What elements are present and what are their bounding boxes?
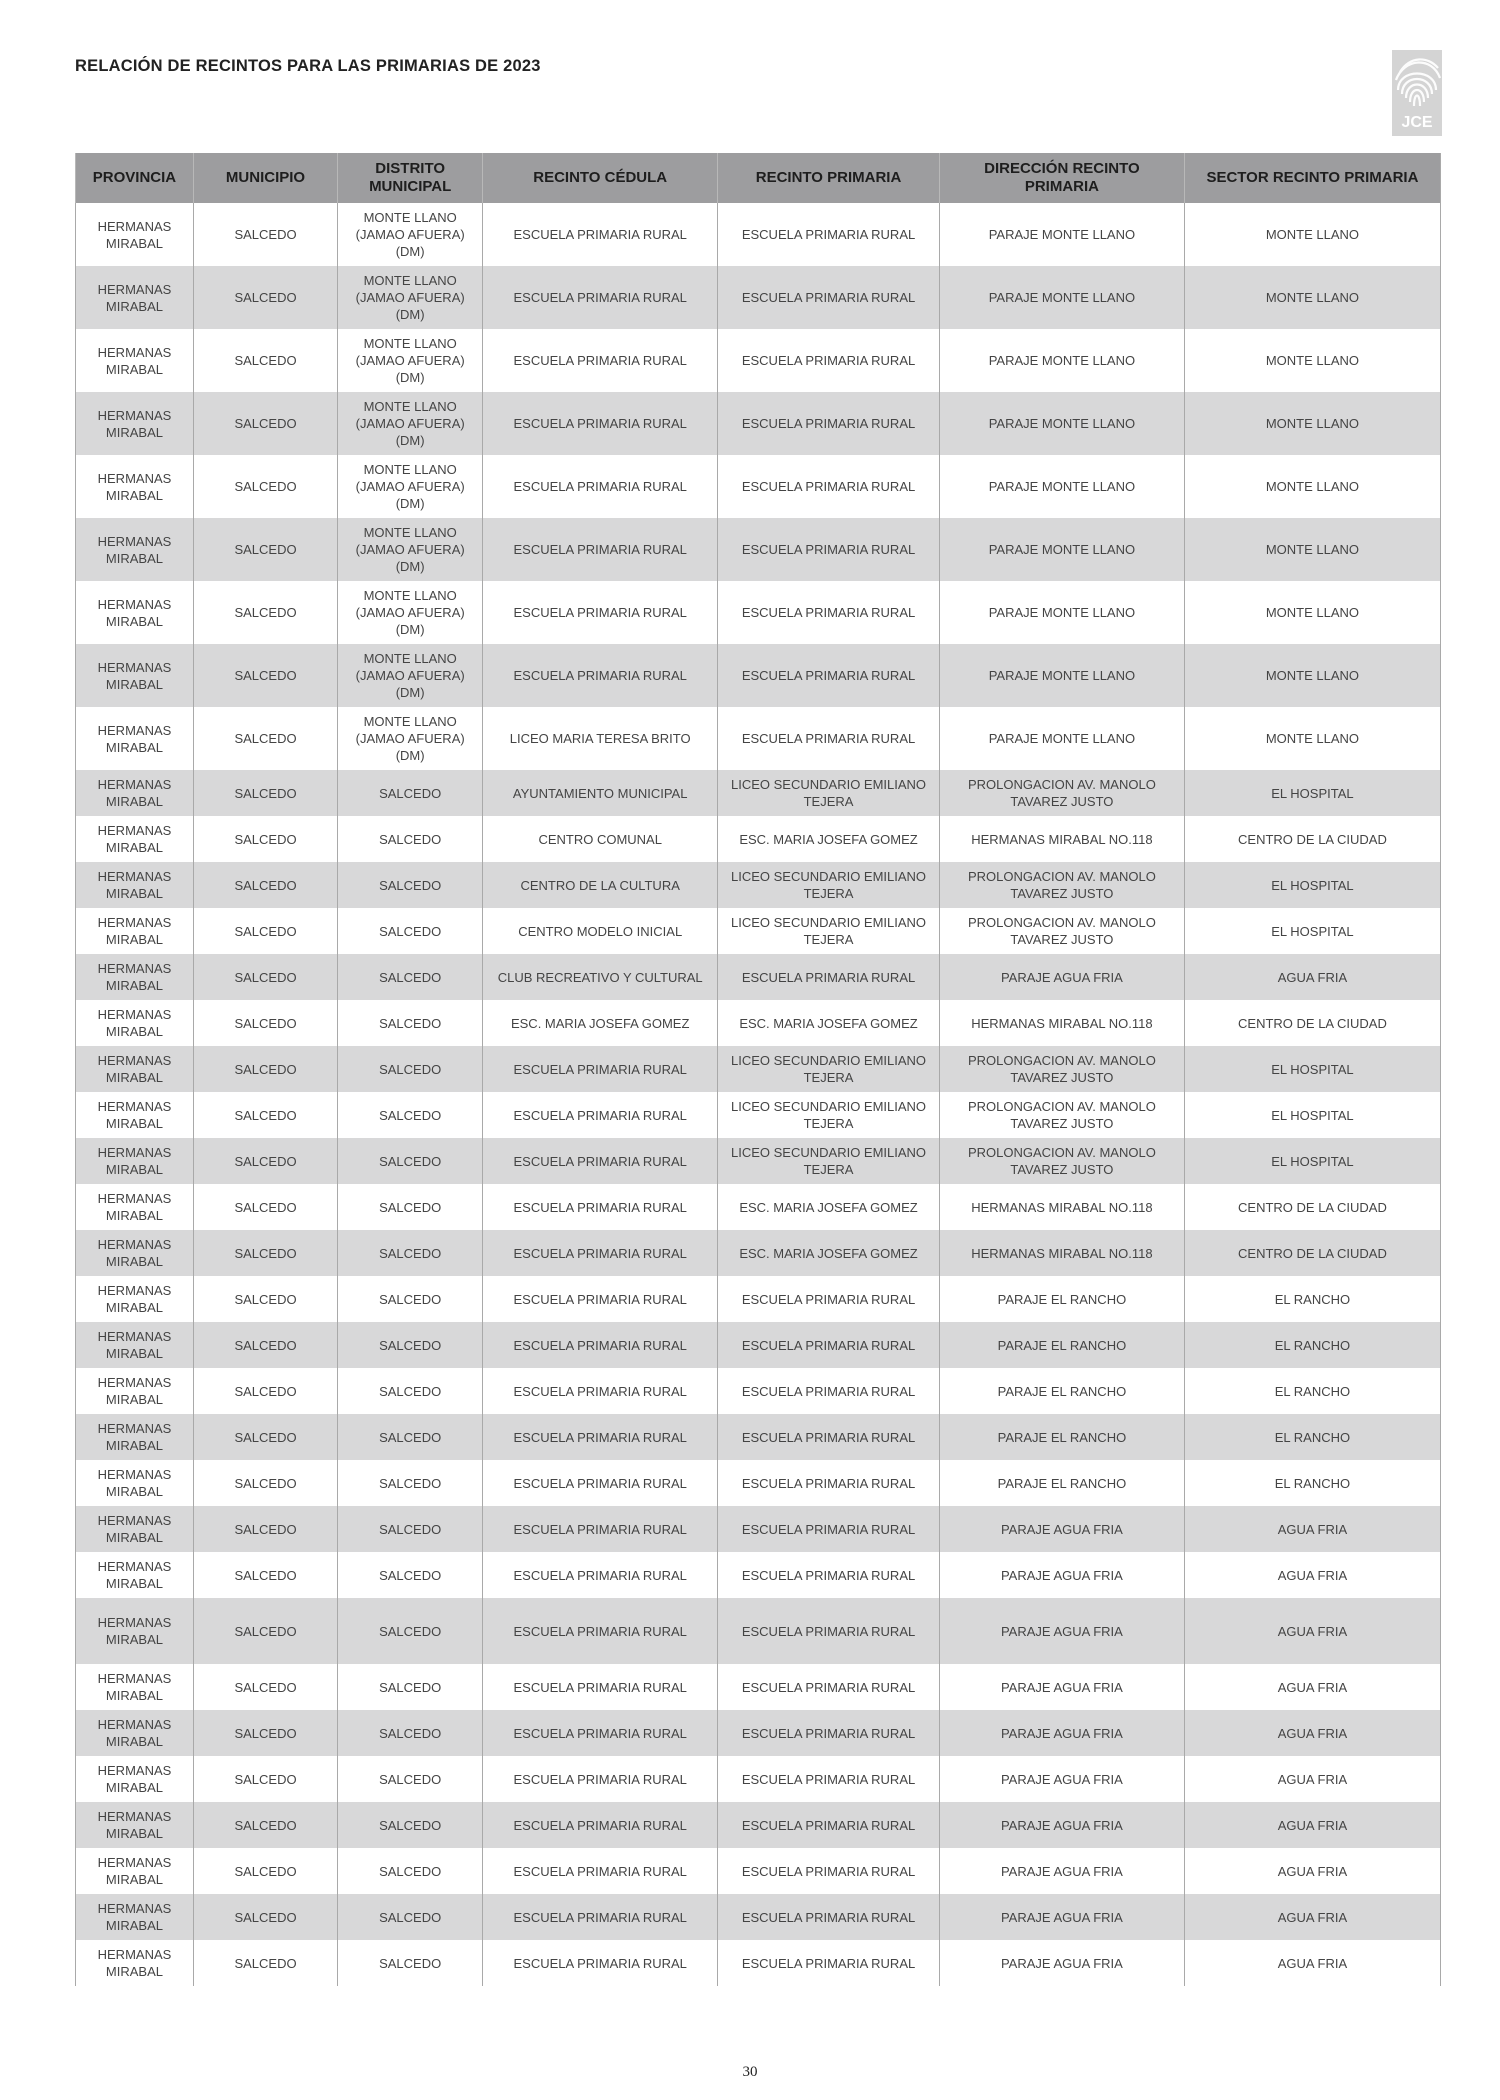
cell-municipio: SALCEDO	[193, 770, 337, 816]
cell-provincia: HERMANAS MIRABAL	[76, 1368, 194, 1414]
cell-provincia: HERMANAS MIRABAL	[76, 203, 194, 266]
cell-sector: EL HOSPITAL	[1184, 1046, 1440, 1092]
cell-provincia: HERMANAS MIRABAL	[76, 1138, 194, 1184]
cell-distrito-municipal: SALCEDO	[338, 1184, 483, 1230]
table-row	[76, 329, 1441, 392]
cell-direccion: PARAJE AGUA FRIA	[939, 1710, 1184, 1756]
table-row	[76, 1460, 1441, 1506]
cell-recinto-primaria: ESCUELA PRIMARIA RURAL	[718, 1802, 940, 1848]
cell-recinto-cedula: ESCUELA PRIMARIA RURAL	[483, 203, 718, 266]
table-row	[76, 266, 1441, 329]
cell-recinto-cedula: ESCUELA PRIMARIA RURAL	[483, 1046, 718, 1092]
cell-provincia: HERMANAS MIRABAL	[76, 1276, 194, 1322]
cell-recinto-primaria: ESC. MARIA JOSEFA GOMEZ	[718, 1184, 940, 1230]
cell-distrito-municipal: SALCEDO	[338, 1414, 483, 1460]
cell-recinto-primaria: ESCUELA PRIMARIA RURAL	[718, 581, 940, 644]
cell-distrito-municipal: MONTE LLANO (JAMAO AFUERA) (DM)	[338, 203, 483, 266]
table-row	[76, 1848, 1441, 1894]
table-row	[76, 908, 1441, 954]
page-number: 30	[742, 2064, 758, 2080]
cell-recinto-cedula: ESCUELA PRIMARIA RURAL	[483, 1598, 718, 1664]
cell-distrito-municipal: MONTE LLANO (JAMAO AFUERA) (DM)	[338, 392, 483, 455]
cell-sector: AGUA FRIA	[1184, 1756, 1440, 1802]
cell-municipio: SALCEDO	[193, 1460, 337, 1506]
cell-municipio: SALCEDO	[193, 1894, 337, 1940]
cell-provincia: HERMANAS MIRABAL	[76, 518, 194, 581]
cell-sector: MONTE LLANO	[1184, 203, 1440, 266]
table-row	[76, 1598, 1441, 1664]
cell-municipio: SALCEDO	[193, 1000, 337, 1046]
cell-recinto-primaria: ESCUELA PRIMARIA RURAL	[718, 644, 940, 707]
cell-sector: CENTRO DE LA CIUDAD	[1184, 816, 1440, 862]
cell-recinto-cedula: ESCUELA PRIMARIA RURAL	[483, 1414, 718, 1460]
cell-recinto-primaria: ESCUELA PRIMARIA RURAL	[718, 203, 940, 266]
cell-sector: EL RANCHO	[1184, 1414, 1440, 1460]
cell-recinto-cedula: AYUNTAMIENTO MUNICIPAL	[483, 770, 718, 816]
cell-distrito-municipal: SALCEDO	[338, 816, 483, 862]
table-row	[76, 1322, 1441, 1368]
cell-direccion: PROLONGACION AV. MANOLO TAVAREZ JUSTO	[939, 1138, 1184, 1184]
table-row	[76, 1138, 1441, 1184]
cell-direccion: PARAJE MONTE LLANO	[939, 203, 1184, 266]
cell-sector: MONTE LLANO	[1184, 518, 1440, 581]
cell-recinto-cedula: ESCUELA PRIMARIA RURAL	[483, 1230, 718, 1276]
cell-recinto-primaria: ESCUELA PRIMARIA RURAL	[718, 1276, 940, 1322]
cell-recinto-primaria: ESCUELA PRIMARIA RURAL	[718, 329, 940, 392]
cell-recinto-primaria: ESCUELA PRIMARIA RURAL	[718, 1710, 940, 1756]
cell-distrito-municipal: SALCEDO	[338, 908, 483, 954]
cell-recinto-cedula: CENTRO COMUNAL	[483, 816, 718, 862]
header-recinto-primaria: RECINTO PRIMARIA	[718, 153, 940, 203]
cell-municipio: SALCEDO	[193, 518, 337, 581]
table-row	[76, 954, 1441, 1000]
table-row	[76, 203, 1441, 266]
cell-recinto-primaria: LICEO SECUNDARIO EMILIANO TEJERA	[718, 770, 940, 816]
cell-direccion: PARAJE EL RANCHO	[939, 1276, 1184, 1322]
cell-direccion: PARAJE AGUA FRIA	[939, 1598, 1184, 1664]
table-row	[76, 518, 1441, 581]
header-recinto-cedula: RECINTO CÉDULA	[483, 153, 718, 203]
cell-recinto-primaria: LICEO SECUNDARIO EMILIANO TEJERA	[718, 1092, 940, 1138]
cell-recinto-cedula: LICEO MARIA TERESA BRITO	[483, 707, 718, 770]
cell-sector: MONTE LLANO	[1184, 329, 1440, 392]
table-row	[76, 1756, 1441, 1802]
table-row	[76, 1184, 1441, 1230]
cell-municipio: SALCEDO	[193, 1848, 337, 1894]
cell-recinto-cedula: CLUB RECREATIVO Y CULTURAL	[483, 954, 718, 1000]
cell-direccion: PROLONGACION AV. MANOLO TAVAREZ JUSTO	[939, 1046, 1184, 1092]
cell-distrito-municipal: MONTE LLANO (JAMAO AFUERA) (DM)	[338, 266, 483, 329]
cell-distrito-municipal: SALCEDO	[338, 1506, 483, 1552]
cell-distrito-municipal: MONTE LLANO (JAMAO AFUERA) (DM)	[338, 707, 483, 770]
cell-direccion: PARAJE EL RANCHO	[939, 1368, 1184, 1414]
cell-recinto-cedula: ESCUELA PRIMARIA RURAL	[483, 1138, 718, 1184]
cell-sector: EL RANCHO	[1184, 1322, 1440, 1368]
table-row	[76, 1414, 1441, 1460]
cell-distrito-municipal: SALCEDO	[338, 1368, 483, 1414]
table-row	[76, 1092, 1441, 1138]
cell-recinto-primaria: ESCUELA PRIMARIA RURAL	[718, 266, 940, 329]
cell-distrito-municipal: SALCEDO	[338, 770, 483, 816]
cell-recinto-cedula: ESCUELA PRIMARIA RURAL	[483, 518, 718, 581]
cell-recinto-primaria: ESCUELA PRIMARIA RURAL	[718, 1322, 940, 1368]
cell-sector: EL HOSPITAL	[1184, 862, 1440, 908]
cell-sector: CENTRO DE LA CIUDAD	[1184, 1184, 1440, 1230]
cell-sector: EL HOSPITAL	[1184, 1138, 1440, 1184]
cell-direccion: PARAJE AGUA FRIA	[939, 1802, 1184, 1848]
table-row	[76, 816, 1441, 862]
cell-direccion: PARAJE MONTE LLANO	[939, 581, 1184, 644]
header-provincia: PROVINCIA	[76, 153, 194, 203]
cell-provincia: HERMANAS MIRABAL	[76, 908, 194, 954]
logo-text: JCE	[1401, 114, 1433, 131]
cell-distrito-municipal: SALCEDO	[338, 1460, 483, 1506]
cell-municipio: SALCEDO	[193, 1322, 337, 1368]
cell-sector: AGUA FRIA	[1184, 1802, 1440, 1848]
cell-recinto-primaria: LICEO SECUNDARIO EMILIANO TEJERA	[718, 1138, 940, 1184]
cell-recinto-cedula: ESCUELA PRIMARIA RURAL	[483, 1756, 718, 1802]
cell-provincia: HERMANAS MIRABAL	[76, 816, 194, 862]
cell-provincia: HERMANAS MIRABAL	[76, 1184, 194, 1230]
cell-recinto-cedula: ESCUELA PRIMARIA RURAL	[483, 1552, 718, 1598]
cell-direccion: PARAJE MONTE LLANO	[939, 707, 1184, 770]
cell-distrito-municipal: SALCEDO	[338, 1276, 483, 1322]
cell-provincia: HERMANAS MIRABAL	[76, 1322, 194, 1368]
cell-provincia: HERMANAS MIRABAL	[76, 644, 194, 707]
header-sector-recinto-primaria: SECTOR RECINTO PRIMARIA	[1184, 153, 1440, 203]
cell-provincia: HERMANAS MIRABAL	[76, 770, 194, 816]
table-header-row	[76, 153, 1441, 203]
table-row	[76, 1230, 1441, 1276]
cell-distrito-municipal: SALCEDO	[338, 1092, 483, 1138]
cell-distrito-municipal: SALCEDO	[338, 1664, 483, 1710]
table-row	[76, 1046, 1441, 1092]
cell-provincia: HERMANAS MIRABAL	[76, 1460, 194, 1506]
cell-distrito-municipal: SALCEDO	[338, 1894, 483, 1940]
cell-municipio: SALCEDO	[193, 908, 337, 954]
table-row	[76, 1710, 1441, 1756]
cell-municipio: SALCEDO	[193, 1756, 337, 1802]
cell-provincia: HERMANAS MIRABAL	[76, 1894, 194, 1940]
cell-recinto-cedula: ESCUELA PRIMARIA RURAL	[483, 1368, 718, 1414]
cell-direccion: PROLONGACION AV. MANOLO TAVAREZ JUSTO	[939, 908, 1184, 954]
cell-provincia: HERMANAS MIRABAL	[76, 1000, 194, 1046]
cell-recinto-primaria: ESCUELA PRIMARIA RURAL	[718, 392, 940, 455]
table-row	[76, 1802, 1441, 1848]
cell-municipio: SALCEDO	[193, 862, 337, 908]
cell-recinto-cedula: ESCUELA PRIMARIA RURAL	[483, 1848, 718, 1894]
cell-direccion: PARAJE EL RANCHO	[939, 1322, 1184, 1368]
cell-distrito-municipal: SALCEDO	[338, 1802, 483, 1848]
cell-municipio: SALCEDO	[193, 392, 337, 455]
cell-sector: EL RANCHO	[1184, 1368, 1440, 1414]
cell-sector: MONTE LLANO	[1184, 392, 1440, 455]
cell-sector: AGUA FRIA	[1184, 1710, 1440, 1756]
cell-recinto-cedula: CENTRO MODELO INICIAL	[483, 908, 718, 954]
table-row	[76, 581, 1441, 644]
cell-provincia: HERMANAS MIRABAL	[76, 1230, 194, 1276]
cell-provincia: HERMANAS MIRABAL	[76, 1046, 194, 1092]
cell-recinto-primaria: ESC. MARIA JOSEFA GOMEZ	[718, 1000, 940, 1046]
cell-distrito-municipal: MONTE LLANO (JAMAO AFUERA) (DM)	[338, 518, 483, 581]
cell-recinto-cedula: ESCUELA PRIMARIA RURAL	[483, 1506, 718, 1552]
cell-recinto-primaria: ESCUELA PRIMARIA RURAL	[718, 1664, 940, 1710]
cell-municipio: SALCEDO	[193, 707, 337, 770]
cell-direccion: HERMANAS MIRABAL NO.118	[939, 1184, 1184, 1230]
cell-municipio: SALCEDO	[193, 1552, 337, 1598]
cell-provincia: HERMANAS MIRABAL	[76, 455, 194, 518]
jce-logo	[1392, 50, 1442, 136]
cell-recinto-primaria: ESCUELA PRIMARIA RURAL	[718, 1460, 940, 1506]
cell-recinto-primaria: ESCUELA PRIMARIA RURAL	[718, 1414, 940, 1460]
cell-recinto-cedula: ESC. MARIA JOSEFA GOMEZ	[483, 1000, 718, 1046]
cell-sector: MONTE LLANO	[1184, 707, 1440, 770]
cell-recinto-cedula: ESCUELA PRIMARIA RURAL	[483, 1894, 718, 1940]
cell-municipio: SALCEDO	[193, 1710, 337, 1756]
cell-recinto-primaria: ESCUELA PRIMARIA RURAL	[718, 707, 940, 770]
cell-recinto-primaria: ESCUELA PRIMARIA RURAL	[718, 1894, 940, 1940]
cell-direccion: PARAJE MONTE LLANO	[939, 392, 1184, 455]
cell-municipio: SALCEDO	[193, 266, 337, 329]
cell-direccion: HERMANAS MIRABAL NO.118	[939, 1230, 1184, 1276]
cell-recinto-cedula: ESCUELA PRIMARIA RURAL	[483, 644, 718, 707]
table-row	[76, 1894, 1441, 1940]
cell-direccion: PARAJE AGUA FRIA	[939, 1664, 1184, 1710]
cell-recinto-cedula: ESCUELA PRIMARIA RURAL	[483, 392, 718, 455]
cell-direccion: PARAJE AGUA FRIA	[939, 954, 1184, 1000]
cell-direccion: PROLONGACION AV. MANOLO TAVAREZ JUSTO	[939, 770, 1184, 816]
recintos-table	[75, 153, 1441, 1986]
cell-municipio: SALCEDO	[193, 1138, 337, 1184]
cell-sector: AGUA FRIA	[1184, 1848, 1440, 1894]
cell-provincia: HERMANAS MIRABAL	[76, 954, 194, 1000]
table-row	[76, 770, 1441, 816]
table-row	[76, 1276, 1441, 1322]
cell-provincia: HERMANAS MIRABAL	[76, 1552, 194, 1598]
cell-sector: CENTRO DE LA CIUDAD	[1184, 1230, 1440, 1276]
cell-recinto-primaria: ESCUELA PRIMARIA RURAL	[718, 1552, 940, 1598]
cell-recinto-primaria: ESCUELA PRIMARIA RURAL	[718, 1848, 940, 1894]
cell-distrito-municipal: SALCEDO	[338, 1138, 483, 1184]
cell-recinto-cedula: ESCUELA PRIMARIA RURAL	[483, 1802, 718, 1848]
cell-recinto-primaria: LICEO SECUNDARIO EMILIANO TEJERA	[718, 862, 940, 908]
cell-direccion: HERMANAS MIRABAL NO.118	[939, 816, 1184, 862]
cell-municipio: SALCEDO	[193, 1368, 337, 1414]
table-row	[76, 1664, 1441, 1710]
cell-direccion: PARAJE EL RANCHO	[939, 1414, 1184, 1460]
cell-recinto-primaria: ESC. MARIA JOSEFA GOMEZ	[718, 816, 940, 862]
cell-provincia: HERMANAS MIRABAL	[76, 1092, 194, 1138]
cell-municipio: SALCEDO	[193, 581, 337, 644]
cell-municipio: SALCEDO	[193, 1598, 337, 1664]
cell-provincia: HERMANAS MIRABAL	[76, 1598, 194, 1664]
header-distrito-municipal: DISTRITO MUNICIPAL	[338, 153, 483, 203]
cell-municipio: SALCEDO	[193, 1276, 337, 1322]
header-municipio: MUNICIPIO	[193, 153, 337, 203]
cell-direccion: PARAJE AGUA FRIA	[939, 1894, 1184, 1940]
cell-direccion: HERMANAS MIRABAL NO.118	[939, 1000, 1184, 1046]
cell-provincia: HERMANAS MIRABAL	[76, 1940, 194, 1986]
table-row	[76, 1552, 1441, 1598]
cell-direccion: PROLONGACION AV. MANOLO TAVAREZ JUSTO	[939, 1092, 1184, 1138]
cell-recinto-cedula: ESCUELA PRIMARIA RURAL	[483, 1940, 718, 1986]
cell-distrito-municipal: MONTE LLANO (JAMAO AFUERA) (DM)	[338, 581, 483, 644]
cell-municipio: SALCEDO	[193, 1230, 337, 1276]
cell-direccion: PARAJE MONTE LLANO	[939, 329, 1184, 392]
cell-sector: MONTE LLANO	[1184, 644, 1440, 707]
cell-distrito-municipal: MONTE LLANO (JAMAO AFUERA) (DM)	[338, 644, 483, 707]
cell-sector: AGUA FRIA	[1184, 1940, 1440, 1986]
cell-sector: EL HOSPITAL	[1184, 770, 1440, 816]
cell-recinto-primaria: ESC. MARIA JOSEFA GOMEZ	[718, 1230, 940, 1276]
header-direccion-recinto-primaria: DIRECCIÓN RECINTO PRIMARIA	[939, 153, 1184, 203]
cell-provincia: HERMANAS MIRABAL	[76, 266, 194, 329]
cell-recinto-cedula: ESCUELA PRIMARIA RURAL	[483, 1184, 718, 1230]
cell-recinto-primaria: ESCUELA PRIMARIA RURAL	[718, 1598, 940, 1664]
cell-municipio: SALCEDO	[193, 1940, 337, 1986]
cell-distrito-municipal: SALCEDO	[338, 1322, 483, 1368]
cell-municipio: SALCEDO	[193, 644, 337, 707]
cell-provincia: HERMANAS MIRABAL	[76, 1848, 194, 1894]
cell-sector: EL RANCHO	[1184, 1276, 1440, 1322]
cell-provincia: HERMANAS MIRABAL	[76, 1664, 194, 1710]
cell-provincia: HERMANAS MIRABAL	[76, 1710, 194, 1756]
cell-municipio: SALCEDO	[193, 203, 337, 266]
table-row	[76, 644, 1441, 707]
cell-municipio: SALCEDO	[193, 1802, 337, 1848]
cell-recinto-primaria: ESCUELA PRIMARIA RURAL	[718, 1506, 940, 1552]
cell-recinto-cedula: ESCUELA PRIMARIA RURAL	[483, 1664, 718, 1710]
cell-recinto-cedula: CENTRO DE LA CULTURA	[483, 862, 718, 908]
cell-direccion: PARAJE AGUA FRIA	[939, 1506, 1184, 1552]
cell-recinto-primaria: ESCUELA PRIMARIA RURAL	[718, 1940, 940, 1986]
cell-recinto-cedula: ESCUELA PRIMARIA RURAL	[483, 455, 718, 518]
cell-provincia: HERMANAS MIRABAL	[76, 1756, 194, 1802]
cell-direccion: PARAJE AGUA FRIA	[939, 1940, 1184, 1986]
cell-municipio: SALCEDO	[193, 1506, 337, 1552]
cell-municipio: SALCEDO	[193, 455, 337, 518]
cell-recinto-cedula: ESCUELA PRIMARIA RURAL	[483, 1710, 718, 1756]
cell-sector: EL HOSPITAL	[1184, 1092, 1440, 1138]
cell-sector: CENTRO DE LA CIUDAD	[1184, 1000, 1440, 1046]
cell-sector: AGUA FRIA	[1184, 954, 1440, 1000]
cell-recinto-cedula: ESCUELA PRIMARIA RURAL	[483, 1276, 718, 1322]
cell-distrito-municipal: SALCEDO	[338, 1046, 483, 1092]
cell-distrito-municipal: MONTE LLANO (JAMAO AFUERA) (DM)	[338, 455, 483, 518]
table-row	[76, 1000, 1441, 1046]
cell-municipio: SALCEDO	[193, 816, 337, 862]
table-row	[76, 1940, 1441, 1986]
cell-municipio: SALCEDO	[193, 1046, 337, 1092]
cell-recinto-cedula: ESCUELA PRIMARIA RURAL	[483, 329, 718, 392]
cell-municipio: SALCEDO	[193, 1664, 337, 1710]
table-row	[76, 707, 1441, 770]
cell-direccion: PARAJE AGUA FRIA	[939, 1756, 1184, 1802]
cell-municipio: SALCEDO	[193, 1414, 337, 1460]
cell-sector: MONTE LLANO	[1184, 581, 1440, 644]
cell-distrito-municipal: SALCEDO	[338, 1230, 483, 1276]
cell-sector: AGUA FRIA	[1184, 1664, 1440, 1710]
cell-sector: AGUA FRIA	[1184, 1598, 1440, 1664]
cell-provincia: HERMANAS MIRABAL	[76, 1414, 194, 1460]
cell-recinto-primaria: ESCUELA PRIMARIA RURAL	[718, 954, 940, 1000]
cell-distrito-municipal: SALCEDO	[338, 1000, 483, 1046]
cell-sector: AGUA FRIA	[1184, 1894, 1440, 1940]
cell-distrito-municipal: SALCEDO	[338, 1940, 483, 1986]
cell-recinto-cedula: ESCUELA PRIMARIA RURAL	[483, 1460, 718, 1506]
table-row	[76, 1368, 1441, 1414]
cell-municipio: SALCEDO	[193, 954, 337, 1000]
document-title: RELACIÓN DE RECINTOS PARA LAS PRIMARIAS DE 2023	[75, 57, 541, 75]
cell-distrito-municipal: SALCEDO	[338, 862, 483, 908]
cell-sector: EL HOSPITAL	[1184, 908, 1440, 954]
cell-distrito-municipal: MONTE LLANO (JAMAO AFUERA) (DM)	[338, 329, 483, 392]
table-row	[76, 862, 1441, 908]
table-row	[76, 1506, 1441, 1552]
cell-recinto-primaria: LICEO SECUNDARIO EMILIANO TEJERA	[718, 1046, 940, 1092]
cell-direccion: PARAJE MONTE LLANO	[939, 266, 1184, 329]
cell-distrito-municipal: SALCEDO	[338, 1756, 483, 1802]
cell-distrito-municipal: SALCEDO	[338, 954, 483, 1000]
cell-provincia: HERMANAS MIRABAL	[76, 1802, 194, 1848]
table-row	[76, 392, 1441, 455]
cell-provincia: HERMANAS MIRABAL	[76, 1506, 194, 1552]
cell-distrito-municipal: SALCEDO	[338, 1710, 483, 1756]
cell-provincia: HERMANAS MIRABAL	[76, 581, 194, 644]
cell-recinto-cedula: ESCUELA PRIMARIA RURAL	[483, 1322, 718, 1368]
cell-recinto-primaria: ESCUELA PRIMARIA RURAL	[718, 518, 940, 581]
cell-recinto-cedula: ESCUELA PRIMARIA RURAL	[483, 266, 718, 329]
cell-distrito-municipal: SALCEDO	[338, 1848, 483, 1894]
table-row	[76, 455, 1441, 518]
cell-recinto-primaria: ESCUELA PRIMARIA RURAL	[718, 455, 940, 518]
cell-distrito-municipal: SALCEDO	[338, 1552, 483, 1598]
cell-sector: AGUA FRIA	[1184, 1552, 1440, 1598]
cell-sector: AGUA FRIA	[1184, 1506, 1440, 1552]
cell-municipio: SALCEDO	[193, 1184, 337, 1230]
cell-direccion: PARAJE EL RANCHO	[939, 1460, 1184, 1506]
cell-direccion: PARAJE MONTE LLANO	[939, 455, 1184, 518]
cell-municipio: SALCEDO	[193, 329, 337, 392]
cell-provincia: HERMANAS MIRABAL	[76, 392, 194, 455]
cell-distrito-municipal: SALCEDO	[338, 1598, 483, 1664]
cell-recinto-cedula: ESCUELA PRIMARIA RURAL	[483, 581, 718, 644]
cell-recinto-primaria: ESCUELA PRIMARIA RURAL	[718, 1368, 940, 1414]
table-body	[76, 203, 1441, 1986]
cell-recinto-primaria: LICEO SECUNDARIO EMILIANO TEJERA	[718, 908, 940, 954]
cell-sector: EL RANCHO	[1184, 1460, 1440, 1506]
cell-sector: MONTE LLANO	[1184, 455, 1440, 518]
cell-provincia: HERMANAS MIRABAL	[76, 329, 194, 392]
cell-recinto-cedula: ESCUELA PRIMARIA RURAL	[483, 1092, 718, 1138]
cell-direccion: PROLONGACION AV. MANOLO TAVAREZ JUSTO	[939, 862, 1184, 908]
cell-direccion: PARAJE MONTE LLANO	[939, 644, 1184, 707]
cell-provincia: HERMANAS MIRABAL	[76, 707, 194, 770]
cell-recinto-primaria: ESCUELA PRIMARIA RURAL	[718, 1756, 940, 1802]
cell-sector: MONTE LLANO	[1184, 266, 1440, 329]
cell-municipio: SALCEDO	[193, 1092, 337, 1138]
cell-direccion: PARAJE AGUA FRIA	[939, 1848, 1184, 1894]
cell-direccion: PARAJE AGUA FRIA	[939, 1552, 1184, 1598]
cell-direccion: PARAJE MONTE LLANO	[939, 518, 1184, 581]
cell-provincia: HERMANAS MIRABAL	[76, 862, 194, 908]
